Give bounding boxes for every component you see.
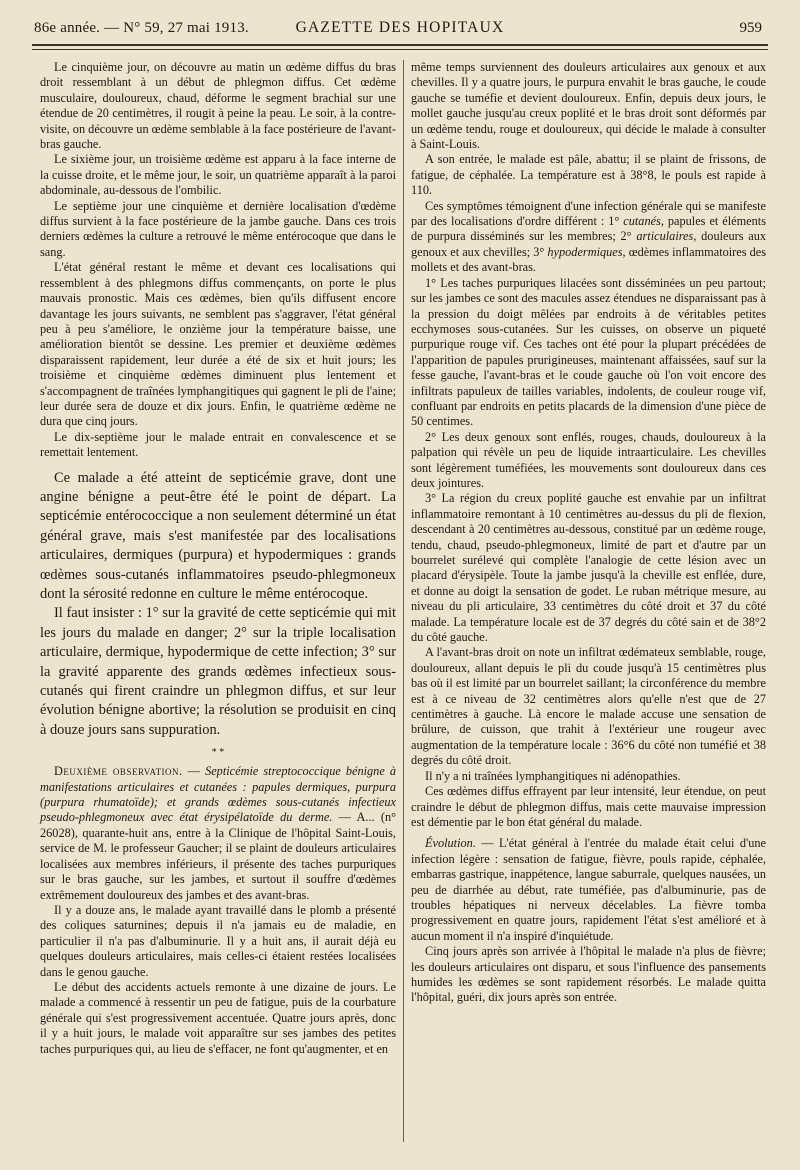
paragraph: Il y a douze ans, le malade ayant travaillé dans le plomb a présenté des coliques saturnines; depuis il n'a jamais eu de maladie, en particulier il n'a pas d'albuminurie. Il y a huit ans, il aurait déjà eu quelques douleurs articulaires, mais celles-ci étaient restées localisées dans le genou gauche. bbox=[40, 902, 396, 979]
paragraph: Cinq jours après son arrivée à l'hôpital le malade n'a plus de fièvre; les douleurs articulaires ont disparu, et sous l'influence des pansements humides les œdèmes se sont rapidement résorbés. Le malade quitta l'hôpital, guéri, dix jours après son entrée. bbox=[411, 944, 766, 1005]
text-run: , papules et éléments de purpura disséminés sur les membres; 2° bbox=[411, 214, 766, 244]
paragraph: A l'avant-bras droit on note un infiltrat œdémateux semblable, rouge, douloureux, allant depuis le pli du coude jusqu'à 15 centimètres plus bas où il est limité par un bourrelet saillant; la circonférence du membre est à ce niveau de 32 centimètres alors qu'elle n'est que de 27 centimètres à gauche. Là encore le malade accuse une sensation de brûlure, de cuisson, que trahit à l'extérieur une rougeur avec augmentation de la température locale : 36°6 du côté non tuméfié et 38 degrés du côté droit. bbox=[411, 645, 766, 768]
column-divider bbox=[403, 60, 404, 1142]
paragraph: Le dix-septième jour le malade entrait en convalescence et se remettait lentement. bbox=[40, 429, 396, 460]
issue-info: 86e année. — N° 59, 27 mai 1913. bbox=[34, 20, 249, 36]
paragraph: A son entrée, le malade est pâle, abattu; il se plaint de frissons, de fatigue, de céphalée. La température est à 38°8, le pouls est rapide à 110. bbox=[411, 152, 766, 198]
paragraph bbox=[411, 199, 766, 276]
paragraph: 3° La région du creux poplité gauche est envahie par un infiltrat inflammatoire remontant à 10 centimètres au-dessus du pli de flexion, descendant à 20 centimètres au-dessous, constitué par un œdème rouge, tendu, chaud, pseudo-phlegmoneux, limité de part et d'autre par un bourrelet surélevé qui complète l'analogie de cette lésion avec un placard d'érysipèle. Toute la jambe jusqu'à la cheville est enflée, dure, et donne au doigt la sensation de godet. Le ruban métrique mesure, au niveau du pli articulaire, 33 centimètres du côté droit et 37 du côté malade. La température locale est de 37 degrés du côté sain et de 38°2 du côté gauche. bbox=[411, 491, 766, 645]
observation-intro: — A... (n° 26028), quarante-huit ans, entre à la Clinique de l'hôpital Saint-Louis, service de M. le professeur Gaucher; il se plaint de douleurs articulaires localisées aux membres inférieurs, il présente des taches purpuriques sur le bras gauche, sur les jambes, et surtout il souffre d'œdèmes extrêmement douloureux des jambes et des avant-bras. bbox=[40, 810, 397, 902]
header-rule-thin bbox=[32, 49, 768, 50]
text-run: — L'état général à l'entrée du malade était celui d'une infection légère : sensation de fatigue, fièvre, pouls rapide, céphalée, embarras gastrique, inappétence, langue saburrale, quelques nausées, un peu de diarrhée au début, rate tuméfiée, pas d'albuminurie, pas de troubles hépatiques ni nerveux décelables. La fièvre tomba progressivement en quatre jours, rapidement l'état s'est amélioré et à aucun moment il n'a inspiré d'inquiétude. bbox=[411, 836, 766, 943]
page-number: 959 bbox=[739, 20, 762, 36]
summary-paragraph: Ce malade a été atteint de septicémie grave, dont une angine bénigne a peut-être été le point de départ. La septicémie entérococcique a non seulement déterminé un état général grave, mais s'est manifestée par des localisations articulaires, dermiques (purpura) et hypodermiques : grands œdèmes sous-cutanés inflammatoires pseudo-phlegmoneux dont la sérosité redonne en culture le même entérocoque. bbox=[40, 469, 396, 602]
right-column bbox=[411, 60, 766, 1006]
paragraph: Le sixième jour, un troisième œdème est apparu à la face interne de la cuisse droite, et le même jour, le soir, un quatrième apparaît à la paroi abdominale, au-dessous de l'ombilic. bbox=[40, 152, 396, 198]
paragraph: Il n'y a ni traînées lymphangitiques ni adénopathies. bbox=[425, 768, 681, 783]
observation-title: Septicémie streptococcique bénigne à manifestations articulaires et cutanées : papules dermiques, purpura (purpura rhumatoïde); et grands œdèmes sous-cutanés infectieux pseudo-phlegmoneux avec état érysipélatoïde du derme. bbox=[40, 764, 396, 825]
header-rule bbox=[32, 44, 768, 46]
paragraph: 2° Les deux genoux sont enflés, rouges, chauds, douloureux à la palpation qui révèle un peu de liquide intraarticulaire. Les chevilles sont légèrement tuméfiées, les mouvements sont douloureux dans ces deux jointures. bbox=[411, 429, 766, 490]
text-run: , œdèmes inflammatoires des mollets et des avant-bras. bbox=[411, 244, 766, 275]
italic-term: articulaires bbox=[636, 229, 694, 244]
section-separator: * * bbox=[211, 747, 225, 759]
left-column bbox=[40, 60, 396, 1057]
paragraph: L'état général restant le même et devant ces localisations qui ressemblent à des phlegmons diffus commençants, on porte le plus mauvais pronostic. Mais ces œdèmes, bien qu'ils diffusent encore davantage les jours suivants, ne semblent pas s'aggraver, l'état général peu à peu s'améliore, le onzième jour la température baisse, une amélioration bientôt se dessine. Les premier et deuxième œdèmes disparaissent rapidement, leur durée a été de six et huit jours; les troisième et cinquième œdèmes diminuent plus lentement et s'accompagnent de traînées lymphangitiques qui gagnent le pli de l'aine; leur durée sera de douze et dix jours. Enfin, le quatrième œdème ne dura que cinq jours. bbox=[40, 260, 396, 429]
evolution-paragraph bbox=[411, 836, 766, 944]
italic-term: hypodermiques bbox=[547, 244, 623, 259]
paragraph: 1° Les taches purpuriques lilacées sont disséminées un peu partout; sur les jambes ce sont des macules assez étendues ne disparaissant pas à la pression du doigt mêlées par endroits à de véritables petites ecchymoses sous-cutanées. Sur les cuisses, on observe un piqueté purpurique rouge vif. Ces taches ont été pour la plupart précédées de l'apparition de papules prurigineuses, maintenant affaissées, sauf sur la fesse gauche, l'avant-bras et le coude gauche où l'on voit encore des infiltrats papuleux de tailles variables, indolents, de couleur rouge vif, confluant par endroits en petits placards de la dimension d'une pièce de 50 centimes. bbox=[411, 275, 766, 429]
text-run: Ces symptômes témoignent d'une infection générale qui se manifeste par des localisations d'ordre différent : 1° bbox=[411, 198, 766, 229]
summary-paragraph: Il faut insister : 1° sur la gravité de cette septicémie qui mit les jours du malade en danger; 2° sur la triple localisation articulaire, dermique, hypodermique de cette infection; 3° sur la gravité apparente des grands œdèmes infectieux sous-cutanés qui firent craindre un phlegmon diffus, et sur leur évolution bénigne abortive; la résolution se produisit en cinq à douze jours sans suppuration. bbox=[40, 605, 396, 738]
paragraph: Le début des accidents actuels remonte à une dizaine de jours. Le malade a commencé à ressentir un peu de fatigue, puis de la courbature générale qui s'est progressivement accentuée. Quatre jours après, donc il y a huit jours, le malade voit apparaître sur ses jambes des petites taches purpuriques qui, au lieu de s'effacer, ne font qu'augmenter, et en bbox=[40, 979, 396, 1056]
observation-heading: Deuxième observation. bbox=[54, 764, 183, 779]
paragraph: même temps surviennent des douleurs articulaires aux genoux et aux chevilles. Il y a quatre jours, le purpura envahit le bras gauche, le coude gauche se tuméfie et devient douloureux. Enfin, depuis deux jours, le mollet gauche jusqu'au creux poplité et le bras droit sont déformés par un œdème tendu, rouge et douloureux, qui décide le malade à consulter à Saint-Louis. bbox=[411, 60, 766, 152]
page-header bbox=[0, 0, 800, 66]
paragraph: Le cinquième jour, on découvre au matin un œdème diffus du bras droit ressemblant à un début de phlegmon diffus. Cet œdème musculaire, douloureux, chaud, déforme le segment brachial sur une étendue de 20 centimètres, il rougit à peine la peau. Le soir, à la contre-visite, on découvre un œdème semblable à la face postérieure de l'avant-bras gauche. bbox=[40, 60, 396, 152]
italic-term: cutanés bbox=[623, 214, 661, 229]
evolution-heading: Évolution. bbox=[425, 836, 476, 851]
text-run: , douleurs aux genoux et aux chevilles; 3° bbox=[411, 229, 767, 259]
paragraph: Le septième jour une cinquième et dernière localisation d'œdème diffus survient à la face postérieure de la jambe gauche. Dans ces trois derniers œdèmes la culture a retrouvé le même entérocoque que dans le sang. bbox=[40, 198, 396, 259]
observation-heading-paragraph: Deuxième observation. — Septicémie streptococcique bénigne à manifestations articulaires et cutanées : papules dermiques, purpura (purpura rhumatoïde); et grands œdèmes sous-cutanés infectieux pseudo-phlegmoneux avec état érysipélatoïde du derme. — A... (n° 26028), quarante-huit ans, entre à la Clinique de l'hôpital Saint-Louis, service de M. le professeur Gaucher; il se plaint de douleurs articulaires localisées aux membres inférieurs, il présente des taches purpuriques sur le bras gauche, sur les jambes, et surtout il souffre d'œdèmes extrêmement douloureux des jambes et des avant-bras. bbox=[40, 764, 397, 902]
journal-title: GAZETTE DES HOPITAUX bbox=[295, 19, 505, 36]
paragraph: Ces œdèmes diffus effrayent par leur intensité, leur étendue, on peut craindre le début de phlegmon diffus, mais cette mauvaise impression est démentie par le bon état général du malade. bbox=[411, 784, 766, 829]
